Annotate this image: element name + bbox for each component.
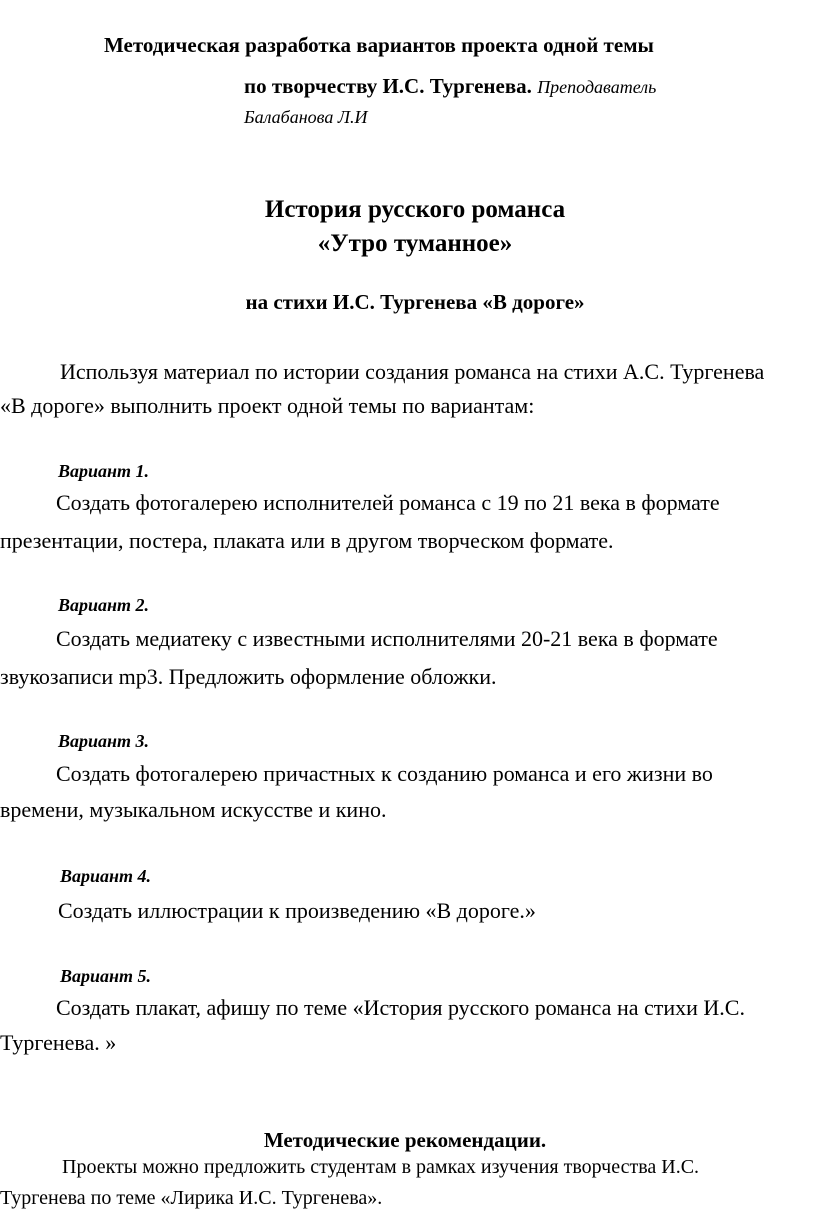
variant-2-line-2: звукозаписи mp3. Предложить оформление обложки. bbox=[0, 664, 497, 689]
intro-line-2: «В дороге» выполнить проект одной темы по вариантам: bbox=[0, 393, 535, 418]
variant-3-line-1: Создать фотогалерею причастных к созданию романса и его жизни во bbox=[56, 761, 713, 786]
header-line-2 bbox=[244, 74, 656, 99]
recommendations-title: Методические рекомендации. bbox=[263, 1128, 547, 1152]
variant-5-line-1: Создать плакат, афишу по теме «История русского романса на стихи И.С. bbox=[56, 995, 745, 1020]
variant-3-line-2: времени, музыкальном искусстве и кино. bbox=[0, 797, 387, 822]
recommendations-line-2: Тургенева по теме «Лирика И.С. Тургенева». bbox=[0, 1187, 383, 1209]
header-line-1: Методическая разработка вариантов проекта одной темы bbox=[104, 33, 654, 57]
recommendations-line-1: Проекты можно предложить студентам в рамках изучения творчества И.С. bbox=[62, 1156, 700, 1178]
variant-5-label: Вариант 5. bbox=[60, 966, 152, 986]
variant-1-line-1: Создать фотогалерею исполнителей романса с 19 по 21 века в формате bbox=[56, 490, 720, 515]
title-line-1: История русского романса bbox=[264, 196, 566, 223]
variant-1-line-2: презентации, постера, плаката или в другом творческом формате. bbox=[0, 528, 614, 553]
author-name: Балабанова Л.И bbox=[244, 107, 368, 127]
variant-1-label: Вариант 1. bbox=[58, 461, 150, 481]
teacher-role: Преподаватель bbox=[537, 77, 657, 97]
variant-2-label: Вариант 2. bbox=[58, 595, 150, 615]
title-line-2: «Утро туманное» bbox=[317, 230, 513, 257]
document-title bbox=[0, 193, 816, 261]
variant-2-line-1: Создать медиатеку с известными исполнителями 20-21 века в формате bbox=[56, 626, 718, 651]
header-topic: по творчеству И.С. Тургенева. bbox=[244, 74, 532, 98]
variant-5-line-2: Тургенева. » bbox=[0, 1030, 117, 1055]
variant-4-line-1: Создать иллюстрации к произведению «В дороге.» bbox=[58, 898, 536, 923]
variant-3-label: Вариант 3. bbox=[58, 731, 150, 751]
document-subtitle: на стихи И.С. Тургенева «В дороге» bbox=[245, 290, 585, 314]
intro-line-1: Используя материал по истории создания романса на стихи А.С. Тургенева bbox=[60, 359, 765, 384]
variant-4-label: Вариант 4. bbox=[60, 866, 152, 886]
